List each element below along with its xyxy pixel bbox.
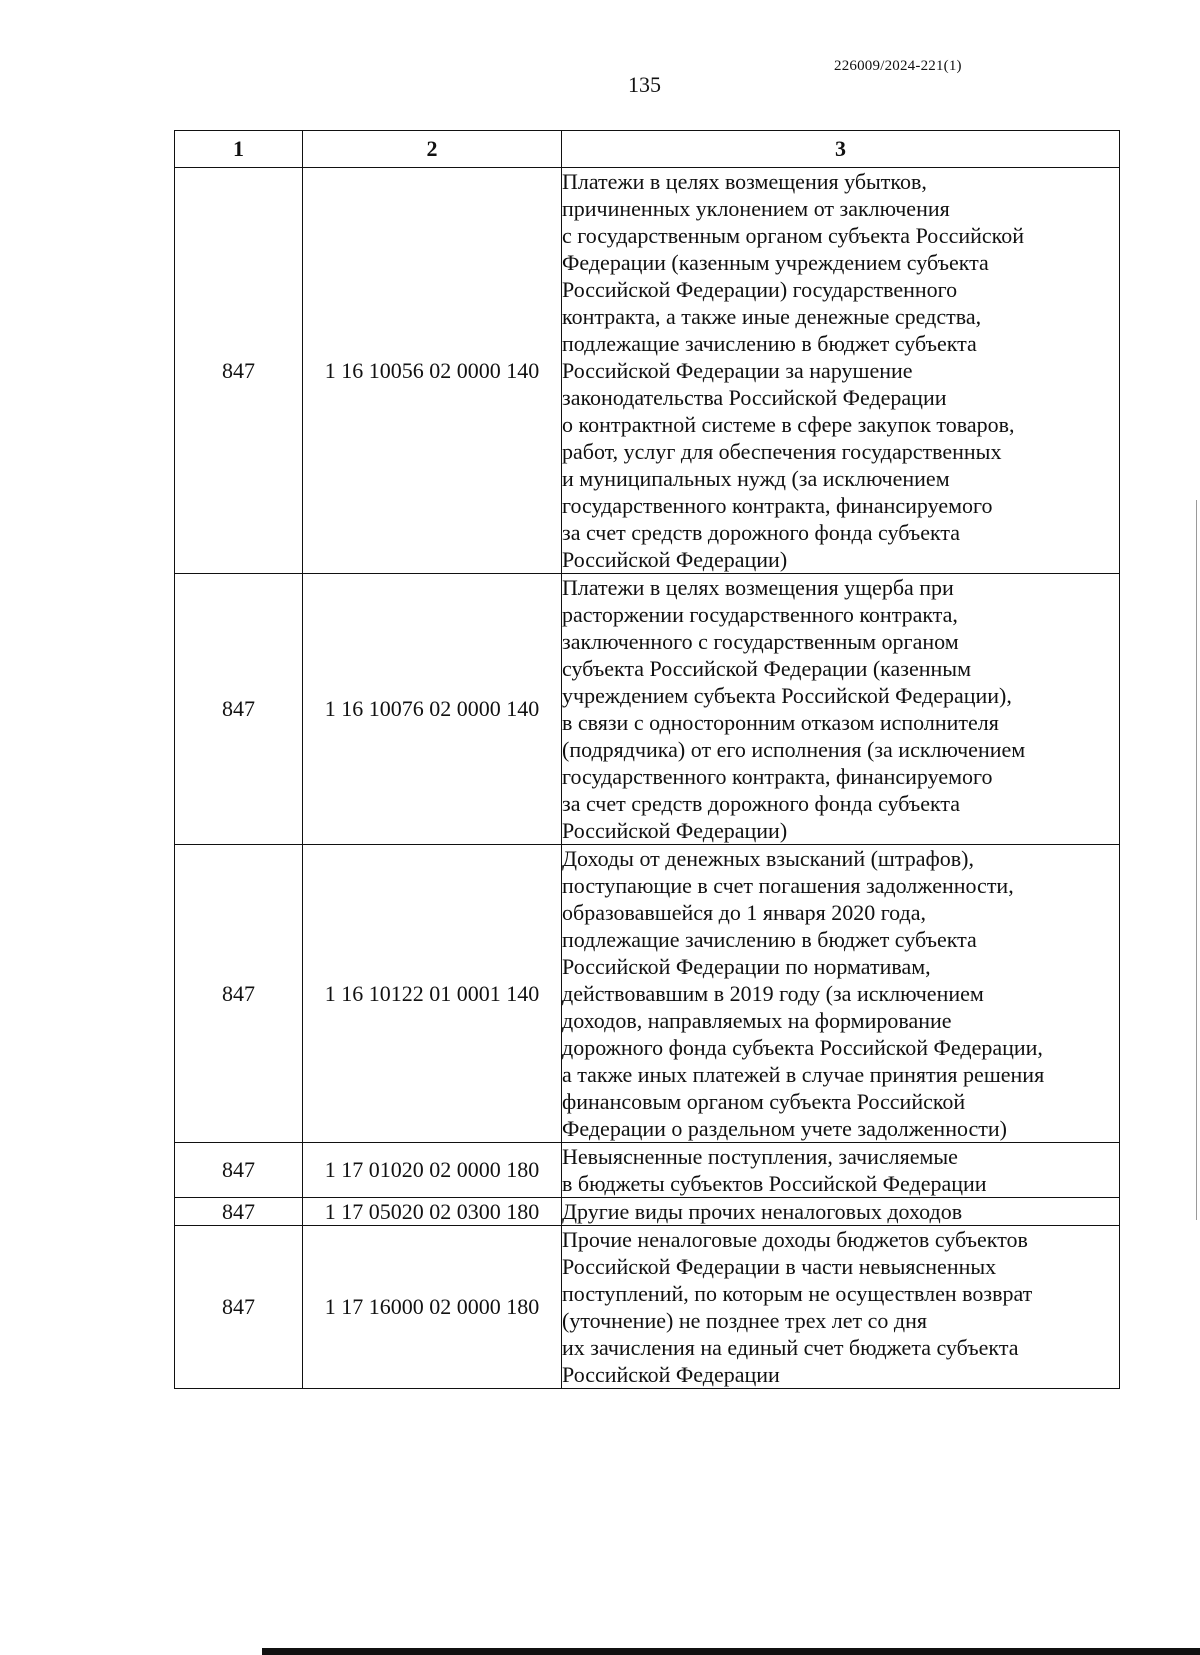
description-line: а также иных платежей в случае принятия решения — [562, 1062, 1045, 1087]
kbk-code-cell: 1 16 10076 02 0000 140 — [303, 574, 562, 845]
description-line: их зачисления на единый счет бюджета субъекта — [562, 1335, 1019, 1360]
kbk-code-cell: 1 16 10122 01 0001 140 — [303, 845, 562, 1143]
description-line: причиненных уклонением от заключения — [562, 196, 950, 221]
description-line: Российской Федерации) — [562, 818, 788, 843]
description-line: Российской Федерации по нормативам, — [562, 954, 931, 979]
description-line: за счет средств дорожного фонда субъекта — [562, 791, 961, 816]
description-line: действовавшим в 2019 году (за исключением — [562, 981, 984, 1006]
description-line: Доходы от денежных взысканий (штрафов), — [562, 846, 974, 871]
table-row — [175, 1198, 1120, 1226]
description-line: поступающие в счет погашения задолженности, — [562, 873, 1014, 898]
description-line: контракта, а также иные денежные средства, — [562, 304, 982, 329]
admin-code-cell: 847 — [175, 168, 303, 574]
document-registration-number: 226009/2024-221(1) — [834, 58, 962, 74]
description-line: Платежи в целях возмещения убытков, — [562, 169, 927, 194]
admin-code-cell: 847 — [175, 1226, 303, 1389]
description-line: поступлений, по которым не осуществлен возврат — [562, 1281, 1033, 1306]
description-line: Российской Федерации — [562, 1362, 780, 1387]
description-line: Невыясненные поступления, зачисляемые — [562, 1144, 958, 1169]
budget-revenue-table — [174, 130, 1120, 1389]
table-body — [175, 168, 1120, 1389]
description-line: финансовым органом субъекта Российской — [562, 1089, 966, 1114]
description-line: государственного контракта, финансируемого — [562, 764, 993, 789]
description-line: (уточнение) не позднее трех лет со дня — [562, 1308, 927, 1333]
description-line: заключенного с государственным органом — [562, 629, 959, 654]
kbk-code-cell: 1 17 01020 02 0000 180 — [303, 1143, 562, 1198]
page-number: 135 — [628, 72, 661, 97]
description-line: Другие виды прочих неналоговых доходов — [562, 1199, 963, 1224]
description-line: в связи с односторонним отказом исполнителя — [562, 710, 999, 735]
admin-code-cell: 847 — [175, 574, 303, 845]
description-cell — [562, 845, 1120, 1143]
description-line: (подрядчика) от его исполнения (за исключением — [562, 737, 1026, 762]
description-cell — [562, 168, 1120, 574]
description-line: дорожного фонда субъекта Российской Федерации, — [562, 1035, 1043, 1060]
scan-bottom-bar — [262, 1648, 1200, 1655]
description-line: Российской Федерации) государственного — [562, 277, 958, 302]
admin-code-cell: 847 — [175, 845, 303, 1143]
description-line: подлежащие зачислению в бюджет субъекта — [562, 331, 977, 356]
description-line: Федерации (казенным учреждением субъекта — [562, 250, 989, 275]
description-line: доходов, направляемых на формирование — [562, 1008, 952, 1033]
description-cell — [562, 1143, 1120, 1198]
table-row — [175, 574, 1120, 845]
description-line: подлежащие зачислению в бюджет субъекта — [562, 927, 977, 952]
description-line: за счет средств дорожного фонда субъекта — [562, 520, 961, 545]
table-header-row — [175, 131, 1120, 168]
description-line: Российской Федерации) — [562, 547, 788, 572]
description-line: Российской Федерации за нарушение — [562, 358, 913, 383]
description-cell — [562, 1226, 1120, 1389]
description-line: законодательства Российской Федерации — [562, 385, 947, 410]
admin-code-cell: 847 — [175, 1198, 303, 1226]
description-line: Прочие неналоговые доходы бюджетов субъектов — [562, 1227, 1028, 1252]
table-row — [175, 845, 1120, 1143]
description-line: субъекта Российской Федерации (казенным — [562, 656, 971, 681]
description-line: работ, услуг для обеспечения государственных — [562, 439, 1002, 464]
description-cell — [562, 574, 1120, 845]
description-cell — [562, 1198, 1120, 1226]
description-line: расторжении государственного контракта, — [562, 602, 958, 627]
description-line: образовавшейся до 1 января 2020 года, — [562, 900, 926, 925]
kbk-code-cell: 1 17 16000 02 0000 180 — [303, 1226, 562, 1389]
table-row — [175, 1226, 1120, 1389]
table-row — [175, 1143, 1120, 1198]
scan-edge-mark — [1196, 500, 1197, 1220]
column-header-3: 3 — [562, 131, 1120, 168]
description-line: учреждением субъекта Российской Федерации), — [562, 683, 1012, 708]
description-line: Российской Федерации в части невыясненных — [562, 1254, 997, 1279]
kbk-code-cell: 1 16 10056 02 0000 140 — [303, 168, 562, 574]
description-line: Федерации о раздельном учете задолженности) — [562, 1116, 1007, 1141]
description-line: с государственным органом субъекта Российской — [562, 223, 1024, 248]
table-row — [175, 168, 1120, 574]
column-header-1: 1 — [175, 131, 303, 168]
description-line: Платежи в целях возмещения ущерба при — [562, 575, 954, 600]
description-line: о контрактной системе в сфере закупок товаров, — [562, 412, 1015, 437]
admin-code-cell: 847 — [175, 1143, 303, 1198]
description-line: в бюджеты субъектов Российской Федерации — [562, 1171, 987, 1196]
column-header-2: 2 — [303, 131, 562, 168]
description-line: государственного контракта, финансируемого — [562, 493, 993, 518]
description-line: и муниципальных нужд (за исключением — [562, 466, 950, 491]
kbk-code-cell: 1 17 05020 02 0300 180 — [303, 1198, 562, 1226]
